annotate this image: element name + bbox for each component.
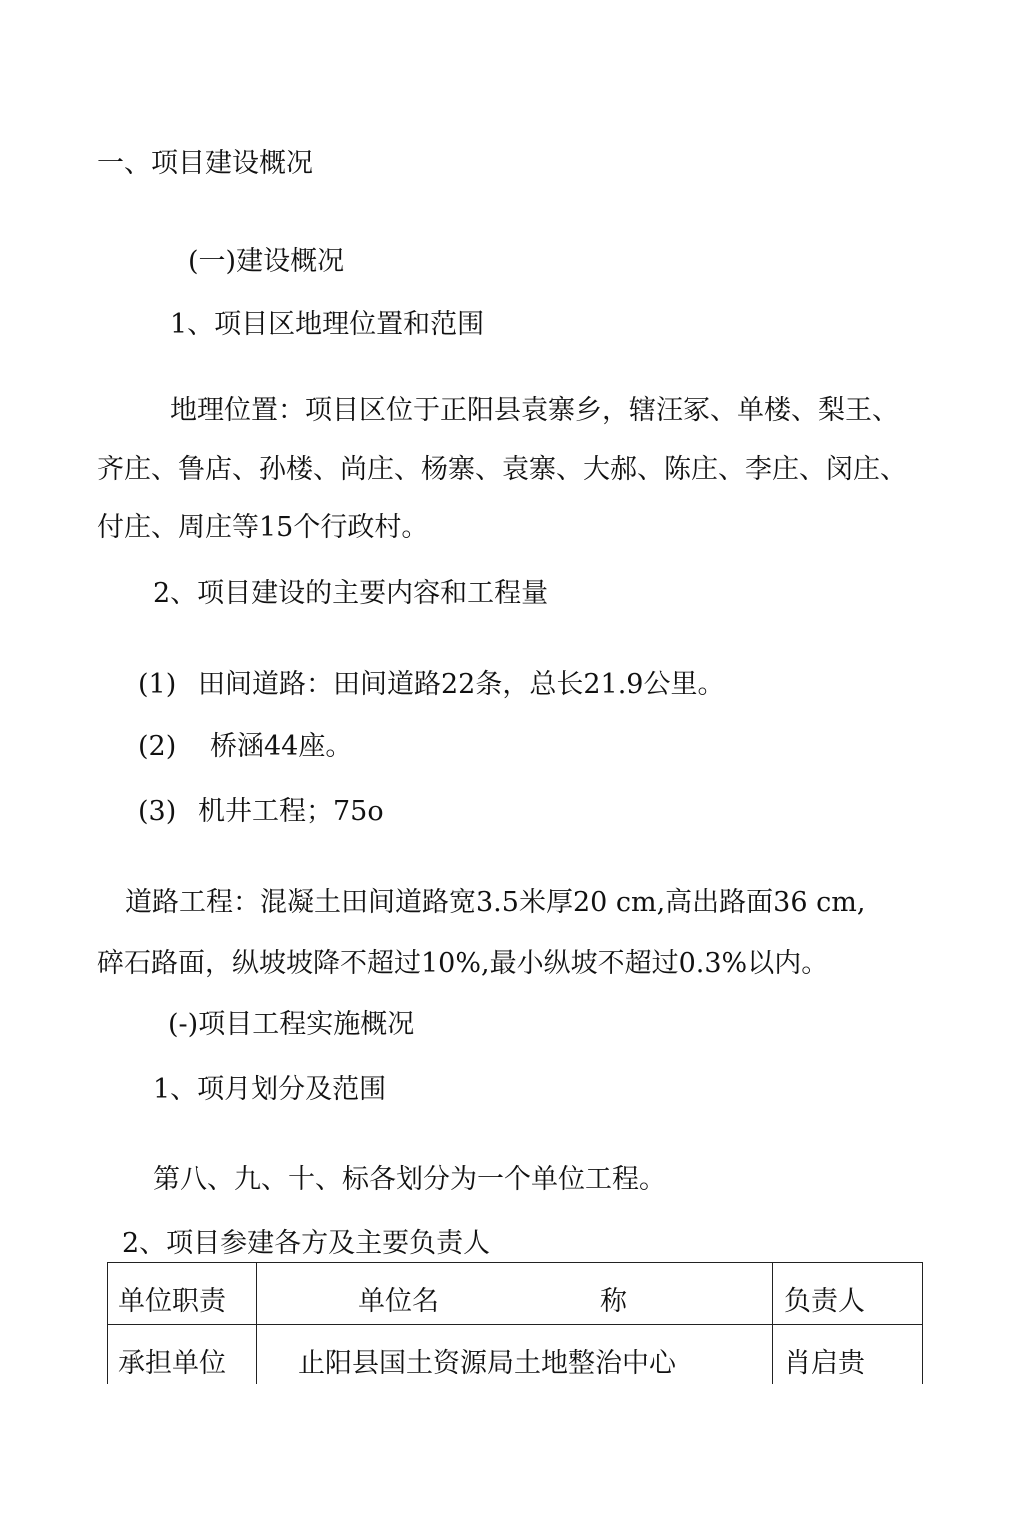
list-item-number: (3) xyxy=(138,796,177,827)
list-item xyxy=(138,729,352,765)
list-item xyxy=(138,667,724,703)
section-title: 1、项月划分及范围 xyxy=(153,1074,387,1105)
paragraph-line: 道路工程：混凝土田间道路宽3.5米厚20 cm,高出路面36 cm, xyxy=(125,887,866,918)
section-title: 2、项目建设的主要内容和工程量 xyxy=(153,578,549,609)
paragraph-line: 碎石路面，纵坡坡降不超过10%,最小纵坡不超过0.3%以内。 xyxy=(97,948,829,979)
list-item-text: 田间道路：田间道路22条，总长21.9公里。 xyxy=(198,669,725,700)
list-item-number: (2) xyxy=(138,731,177,762)
table-header-role: 单位职责 xyxy=(118,1286,226,1317)
paragraph-line: 地理位置：项目区位于正阳县袁寨乡，辖汪冢、单楼、梨王、 xyxy=(170,395,899,426)
list-item-number: (1) xyxy=(138,669,177,700)
paragraph-line: 付庄、周庄等15个行政村。 xyxy=(97,512,429,543)
subsection-heading: (一)建设概况 xyxy=(188,246,345,277)
section-heading: 一、项目建设概况 xyxy=(97,148,313,179)
table-cell-person: 肖启贵 xyxy=(784,1348,865,1379)
paragraph-line: 齐庄、鲁店、孙楼、尚庄、杨寨、袁寨、大郝、陈庄、李庄、闵庄、 xyxy=(97,454,907,485)
table-header-name-suffix: 称 xyxy=(600,1286,627,1317)
list-item-text: 机井工程；75o xyxy=(198,796,384,827)
list-item-text: 桥涵44座。 xyxy=(210,731,353,762)
table-header-person: 负责人 xyxy=(784,1286,865,1317)
table-divider xyxy=(108,1324,922,1325)
section-title: 1、项目区地理位置和范围 xyxy=(170,309,485,340)
list-item xyxy=(138,794,384,830)
table-header-name: 单位名 xyxy=(358,1286,439,1317)
section-title: 2、项目参建各方及主要负责人 xyxy=(122,1228,491,1259)
participants-table xyxy=(107,1262,923,1384)
paragraph-line: 第八、九、十、标各划分为一个单位工程。 xyxy=(153,1164,666,1195)
table-cell-name: 止阳县国土资源局土地整治中心 xyxy=(298,1348,676,1379)
subsection-heading: (-)项目工程实施概况 xyxy=(168,1009,415,1040)
table-cell-role: 承担单位 xyxy=(118,1348,226,1379)
